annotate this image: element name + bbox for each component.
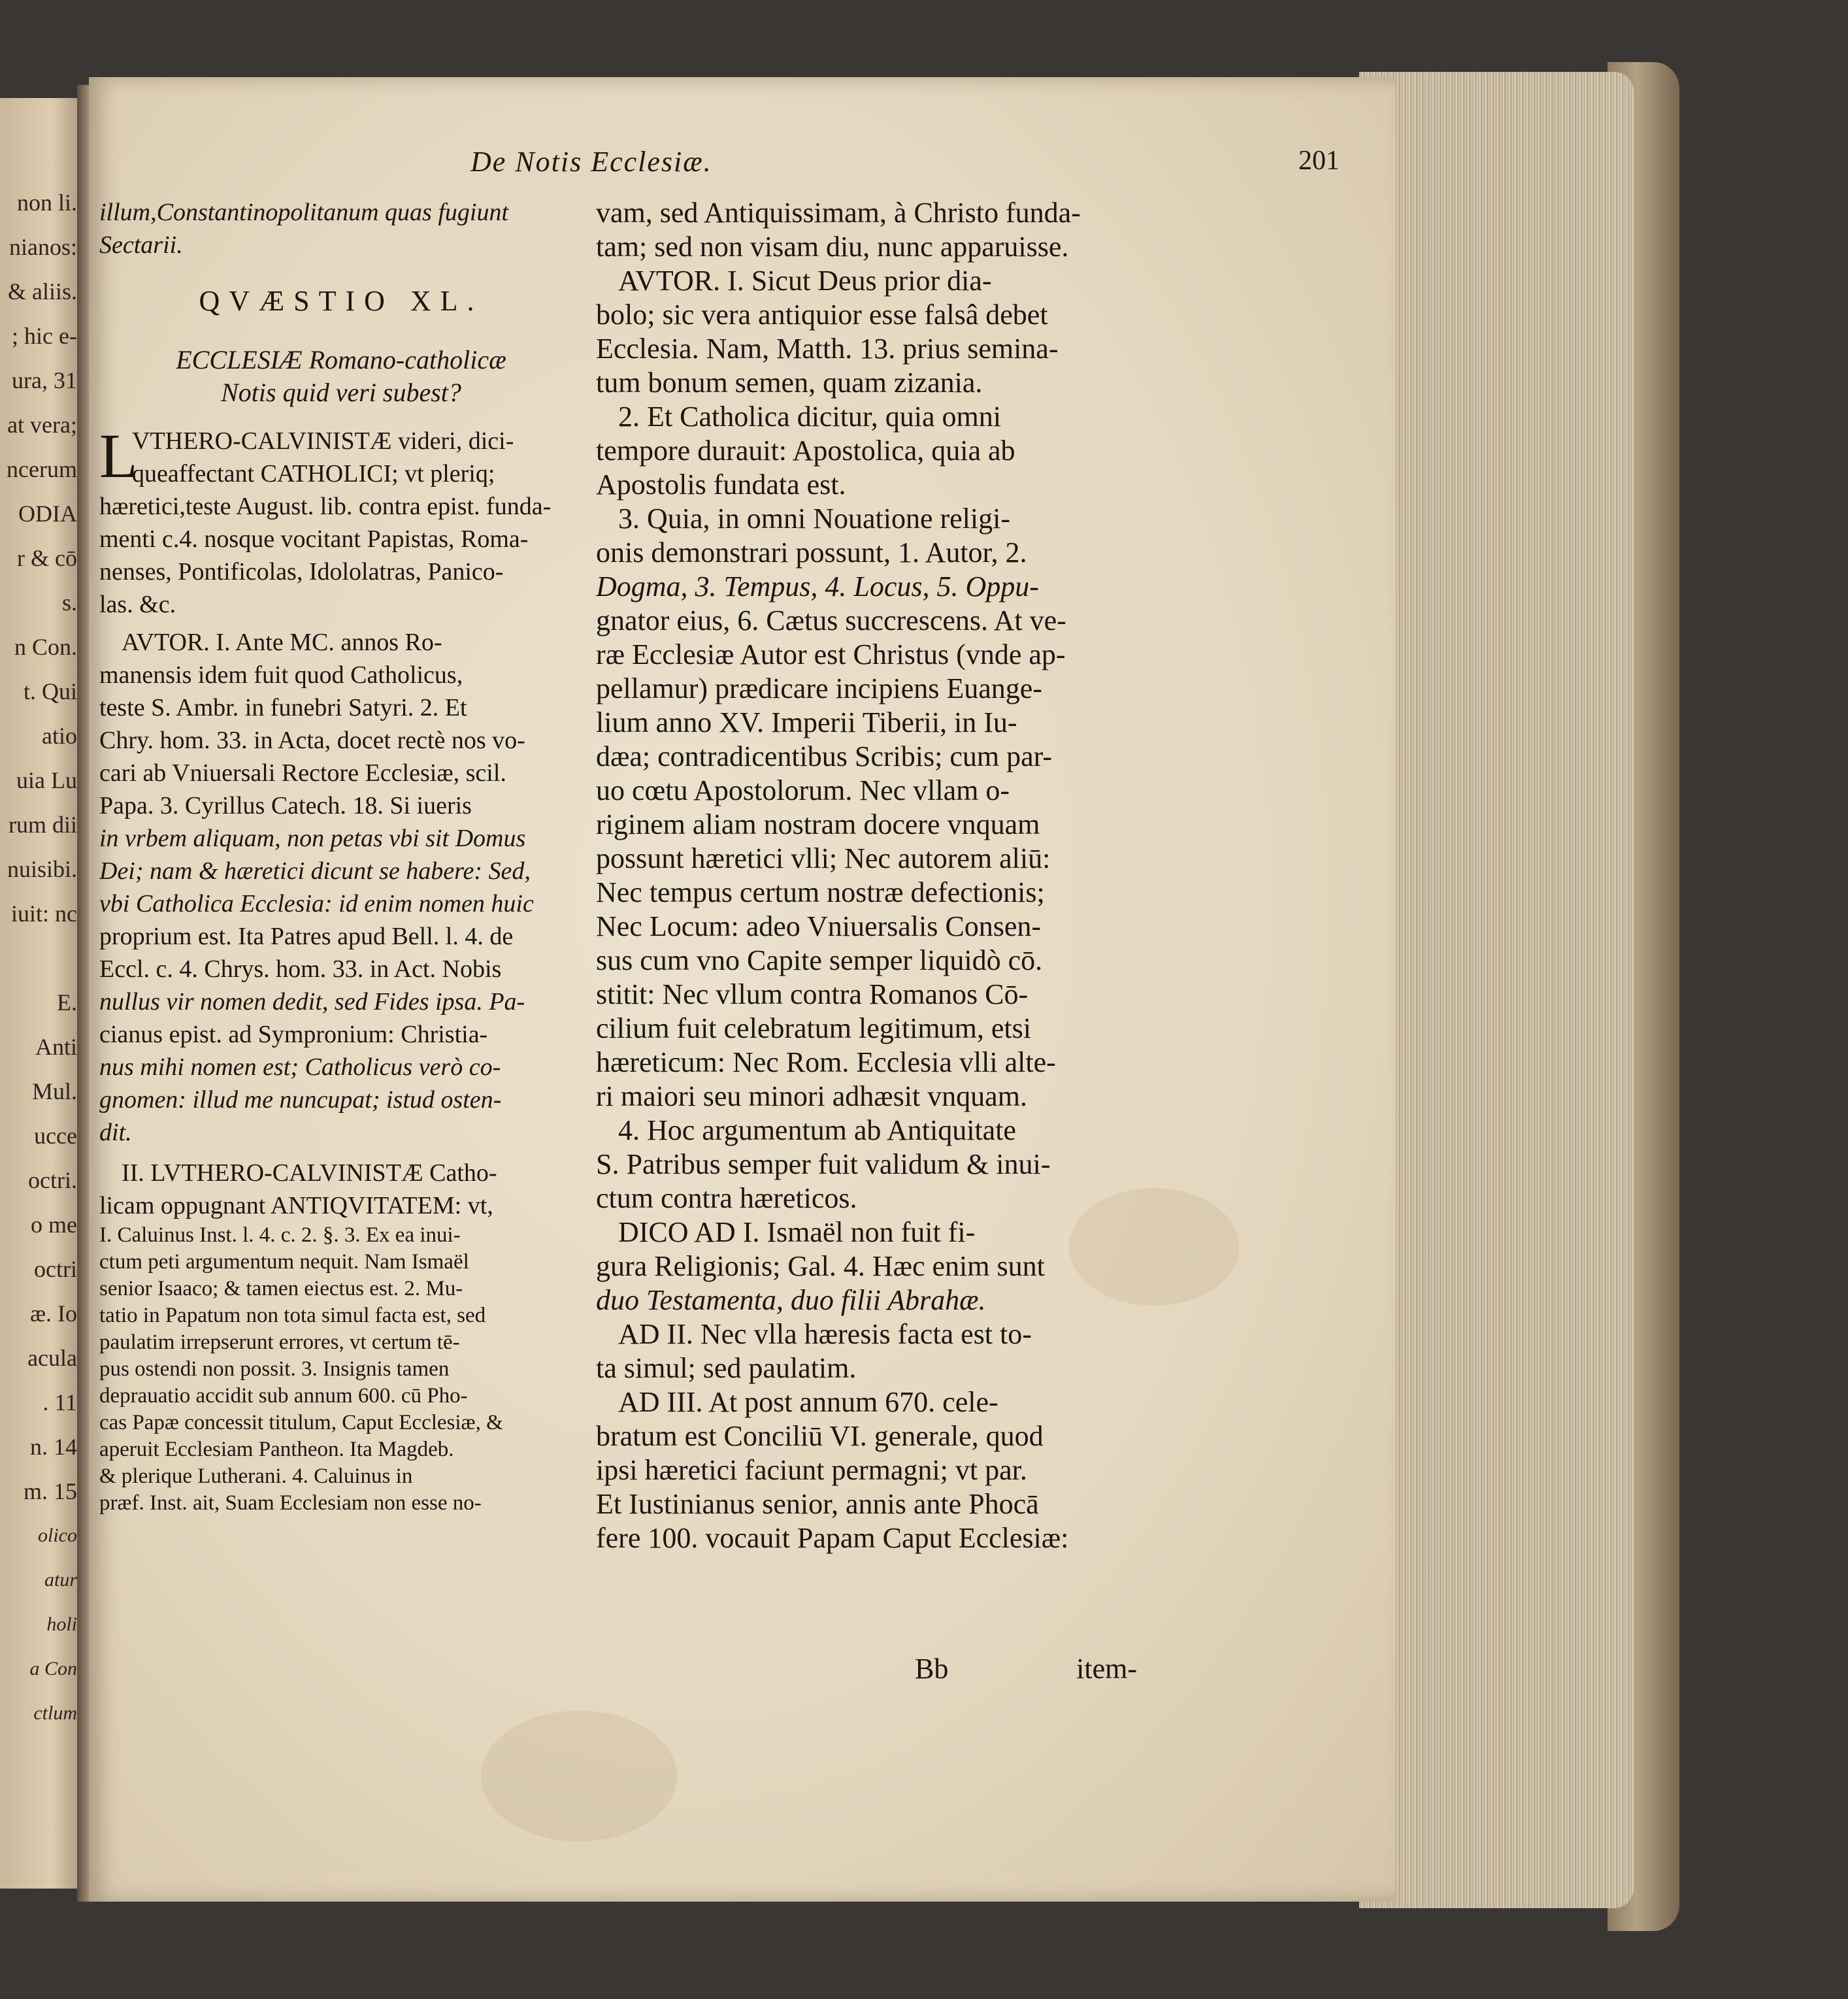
text-line: vam, sed Antiquissimam, à Christo funda- [596,197,1081,229]
text-line: gura Religionis; Gal. 4. Hæc enim sunt [596,1250,1045,1282]
text-line: fere 100. vocauit Papam Caput Ecclesiæ: [596,1522,1069,1554]
text-line: uo cœtu Apostolorum. Nec vllam o- [596,774,1010,806]
left-page-fragment: atur [44,1569,77,1591]
text-line: in vrbem aliquam, non petas vbi sit Domus [99,825,526,852]
text-line: VTHERO-CALVINISTÆ videri, dici- [132,427,514,455]
left-page-fragment: & aliis. [8,278,77,305]
left-page-fragment: iuit: nc [11,900,77,927]
ad-ii-paragraph [596,1317,1132,1385]
left-page-fragment: t. Qui [23,678,77,704]
text-line: Sectarii. [99,231,183,259]
paragraph-2 [596,400,1132,502]
text-line: possunt hæretici vlli; Nec autorem aliū: [596,842,1051,874]
text-line: dit. [99,1119,132,1146]
left-page-fragment: s. [61,589,77,616]
left-page-fragment: ucce [34,1123,77,1149]
text-line: nus mihi nomen est; Catholicus verò co- [99,1053,501,1081]
text-line: paulatim irrepserunt errores, vt certum tē- [99,1330,460,1354]
text-line: hæretici,teste August. lib. contra epist. funda- [99,493,552,520]
text-line: Apostolis fundata est. [596,469,846,501]
left-page-fragment: . 11 [42,1389,77,1415]
text-line: & plerique Lutherani. 4. Caluinus in [99,1464,413,1488]
text-line: I. Caluinus Inst. l. 4. c. 2. §. 3. Ex ea inui- [99,1223,461,1247]
text-line: gnomen: illud me nuncupat; istud osten- [99,1086,502,1114]
text-line: riginem aliam nostram docere vnquam [596,808,1040,840]
text-line: Dei; nam & hæretici dicunt se habere: Sed, [99,857,531,885]
text-line: Nec tempus certum nostræ defectionis; [596,876,1045,908]
running-title: De Notis Ecclesiæ. [470,146,712,178]
paragraph-4 [596,1114,1132,1215]
text-line: stitit: Nec vllum contra Romanos Cō- [596,978,1029,1010]
left-page-fragment: n. 14 [30,1434,77,1460]
left-page-fragment: ODIA [18,501,77,527]
signature-mark: Bb [915,1653,949,1685]
left-page-fragment: Mul. [31,1078,77,1104]
text-line: deprauatio accidit sub annum 600. cū Pho- [99,1384,468,1408]
text-line: cari ab Vniuersali Rectore Ecclesiæ, scil. [99,759,506,787]
right-text-column [596,196,1132,1555]
text-line: pellamur) prædicare incipiens Euange- [596,672,1042,704]
left-page-fragment: ; hic e- [12,323,77,349]
text-line: DICO AD I. Ismaël non fuit fi- [618,1216,976,1248]
paper-stain [481,1711,677,1842]
catchword-line [915,1652,1137,1685]
left-page-fragment: ncerum [7,456,77,482]
ad-iii-paragraph [596,1385,1132,1555]
text-line: Ecclesia. Nam, Matth. 13. prius semina- [596,333,1059,365]
left-page-fragment: nianos: [9,234,77,260]
text-line: dæa; contradicentibus Scribis; cum par- [596,740,1053,772]
left-page-fragment: æ. Io [30,1300,77,1327]
left-page-fragment: octri [34,1256,77,1282]
text-line: hæreticum: Nec Rom. Ecclesia vlli alte- [596,1046,1056,1078]
catchword: item- [1076,1653,1137,1685]
text-line: Et Iustinianus senior, annis ante Phocā [596,1488,1039,1520]
text-line: Chry. hom. 33. in Acta, docet rectè nos vo- [99,727,525,754]
text-line: nullus vir nomen dedit, sed Fides ipsa. Pa- [99,988,525,1016]
left-page-fragment: nuisibi. [7,856,77,882]
text-line: lium anno XV. Imperii Tiberii, in Iu- [596,706,1017,738]
text-line: illum,Constantinopolitanum quas fugiunt [99,199,508,226]
text-line: ctum contra hæreticos. [596,1182,857,1214]
subheading-line: Notis quid veri subest? [221,378,461,407]
subheading-line: ECCLESIÆ Romano-catholicæ [176,345,506,374]
text-line: 3. Quia, in omni Nouatione religi- [618,503,1010,535]
left-page-fragment: E. [57,989,77,1016]
text-line: AVTOR. I. Sicut Deus prior dia- [618,265,992,297]
text-line: Eccl. c. 4. Chrys. hom. 33. in Act. Nobis [99,955,502,983]
left-page-fragment: olico [38,1525,77,1546]
text-line: tam; sed non visam diu, nunc apparuisse. [596,231,1069,263]
left-page-fragment: ura, 31 [12,367,77,393]
autor-paragraph [596,264,1132,400]
text-line: menti c.4. nosque vocitant Papistas, Roma- [99,525,529,553]
text-line: tum bonum semen, quam zizania. [596,367,983,399]
text-line: duo Testamenta, duo filii Abrahæ. [596,1284,986,1316]
text-line: 2. Et Catholica dicitur, quia omni [618,401,1002,433]
left-page-fragment: o me [31,1212,77,1238]
left-page-fragment: uia Lu [16,767,77,793]
autor-paragraph [99,626,583,1149]
text-line: onis demonstrari possunt, 1. Autor, 2. [596,537,1027,569]
text-line: Nec Locum: adeo Vniuersalis Consen- [596,910,1042,942]
text-line: queaffectant CATHOLICI; vt pleriq; [132,460,495,487]
text-line: ri maiori seu minori adhæsit vnquam. [596,1080,1027,1112]
text-line: licam oppugnant ANTIQVITATEM: vt, [99,1192,493,1219]
text-line: cas Papæ concessit titulum, Caput Ecclesiæ, & [99,1411,503,1434]
text-line: AVTOR. I. Ante MC. annos Ro- [122,629,442,656]
left-page-fragment: atio [42,723,77,749]
text-line: sus cum vno Capite semper liquidò cō. [596,944,1043,976]
text-line: teste S. Ambr. in funebri Satyri. 2. Et [99,694,467,721]
text-line: tempore durauit: Apostolica, quia ab [596,435,1015,467]
text-line: nenses, Pontificolas, Idololatras, Panico- [99,558,504,586]
left-page-fragment: rum dii [8,812,77,838]
text-line: senior Isaaco; & tamen eiectus est. 2. Mu- [99,1277,463,1300]
left-page-fragment: a Con [29,1658,77,1679]
text-line: II. LVTHERO-CALVINISTÆ Catho- [122,1159,497,1187]
text-line: cianus epist. ad Sympronium: Christia- [99,1021,488,1048]
dico-paragraph [596,1215,1132,1317]
text-line: AD II. Nec vlla hæresis facta est to- [618,1318,1032,1350]
left-page-fragment: acula [27,1345,77,1371]
text-line: ctum peti argumentum nequit. Nam Ismaël [99,1250,469,1274]
left-page-fragment: m. 15 [23,1478,77,1504]
text-line: præf. Inst. ait, Suam Ecclesiam non esse no- [99,1491,482,1515]
left-page-fragment: octri. [28,1167,77,1193]
left-page-fragment: Anti [35,1034,77,1060]
text-line: aperuit Ecclesiam Pantheon. Ita Magdeb. [99,1438,454,1461]
text-line: vbi Catholica Ecclesia: id enim nomen huic [99,890,534,917]
question-heading: QVÆSTIO XL. [199,285,484,317]
text-line: cilium fuit celebratum legitimum, etsi [596,1012,1031,1044]
text-line: bratum est Conciliū VI. generale, quod [596,1420,1044,1452]
text-line: gnator eius, 6. Cætus succrescens. At ve- [596,604,1066,636]
text-line: bolo; sic vera antiquior esse falsâ debet [596,299,1048,331]
text-line: ta simul; sed paulatim. [596,1352,857,1384]
drop-cap: L [99,421,138,491]
left-text-column [99,196,583,1517]
text-line: proprium est. Ita Patres apud Bell. l. 4. de [99,923,514,950]
page-header [470,145,1340,184]
paragraph-3 [596,502,1132,1114]
left-page-fragment: non li. [16,190,77,216]
ii-paragraph [99,1157,583,1517]
text-line: ipsi hæretici faciunt permagni; vt par. [596,1454,1027,1486]
left-page-fragment: at vera; [7,412,77,438]
text-line: manensis idem fuit quod Catholicus, [99,661,463,689]
text-line: pus ostendi non possit. 3. Insignis tamen [99,1357,450,1381]
page-block-edge [1359,72,1634,1908]
left-page-fragment: n Con. [14,634,77,660]
left-page-fragment: holi [46,1613,77,1635]
left-page-fragment: ctlum [33,1702,77,1724]
text-line: S. Patribus semper fuit validum & inui- [596,1148,1051,1180]
text-line: AD III. At post annum 670. cele- [618,1386,998,1418]
text-line: ræ Ecclesiæ Autor est Christus (vnde ap- [596,638,1066,670]
text-line: tatio in Papatum non tota simul facta est, sed [99,1304,486,1327]
intro-paragraph [99,421,583,621]
text-line: Dogma, 3. Tempus, 4. Locus, 5. Oppu- [596,570,1039,603]
left-page-fragment: r & cō [17,545,77,571]
text-line: 4. Hoc argumentum ab Antiquitate [618,1114,1016,1146]
text-line: las. &c. [99,591,176,618]
page-number: 201 [1298,146,1340,176]
text-line: Papa. 3. Cyrillus Catech. 18. Si iueris [99,792,472,819]
